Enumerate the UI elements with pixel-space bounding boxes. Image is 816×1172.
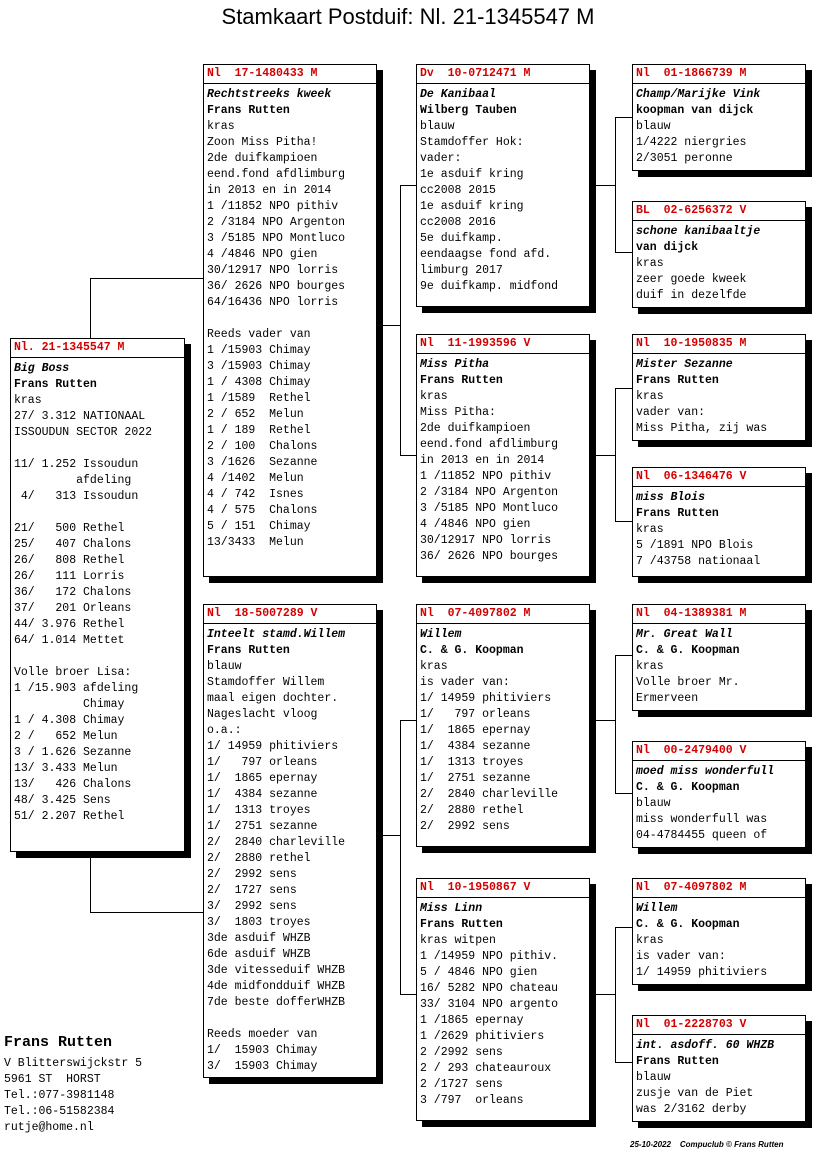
pigeon-card-fmm[interactable]: [632, 467, 806, 577]
info-line: ISSOUDUN SECTOR 2022: [14, 426, 153, 439]
info-line: 7 /43758 nationaal: [636, 555, 761, 568]
connector-line: [400, 720, 417, 721]
info-line: 2 / 100 Chalons: [207, 440, 318, 453]
breeder-name: C. & G. Koopman: [636, 918, 740, 931]
info-line: 2/ 2992 sens: [207, 868, 297, 881]
info-line: 4 / 575 Chalons: [207, 504, 318, 517]
info-line: 13/3433 Melun: [207, 536, 304, 549]
ring-number: Nl 11-1993596 V: [420, 337, 531, 350]
info-line: 04-4784455 queen of: [636, 829, 768, 842]
info-line: kras: [636, 523, 664, 536]
info-line: 1/ 14959 phitiviers: [420, 692, 552, 705]
info-line: eendaagse fond afd.: [420, 248, 552, 261]
info-line: 1 /11852 NPO pithiv: [207, 200, 339, 213]
ring-number: Dv 10-0712471 M: [420, 67, 531, 80]
card-body: [633, 898, 805, 981]
info-line: 1/ 4384 sezanne: [207, 788, 318, 801]
connector-line: [589, 185, 615, 186]
info-line: in 2013 en in 2014: [207, 184, 332, 197]
owner-name: Frans Rutten: [4, 1034, 113, 1051]
breeder-name: C. & G. Koopman: [636, 781, 740, 794]
info-line: kras: [636, 390, 664, 403]
info-line: 2de duifkampioen: [207, 152, 318, 165]
owner-email[interactable]: rutje@home.nl: [4, 1121, 94, 1134]
info-line: Volle broer Mr.: [636, 676, 740, 689]
info-line: 2/3051 peronne: [636, 152, 733, 165]
info-line: kras: [420, 390, 448, 403]
info-line: kras witpen: [420, 934, 496, 947]
owner-postcode: 5961 ST HORST: [4, 1073, 101, 1086]
pigeon-name: Inteelt stamd.Willem: [207, 628, 346, 641]
pigeon-name: schone kanibaaltje: [636, 225, 761, 238]
info-line: 11/ 1.252 Issoudun: [14, 458, 139, 471]
info-line: kras: [207, 120, 235, 133]
info-line: 27/ 3.312 NATIONAAL: [14, 410, 146, 423]
info-line: kras: [636, 257, 664, 270]
pigeon-card-fff[interactable]: [632, 64, 806, 171]
connector-line: [376, 835, 400, 836]
pigeon-name: Mr. Great Wall: [636, 628, 733, 641]
info-line: 3 /5185 NPO Montluco: [420, 502, 559, 515]
info-line: 36/ 2626 NPO bourges: [420, 550, 559, 563]
connector-line: [615, 1062, 633, 1063]
info-line: 2 /1727 sens: [420, 1078, 503, 1091]
ring-number: Nl 07-4097802 M: [636, 881, 747, 894]
connector-line: [615, 927, 616, 1062]
info-line: 1/ 4384 sezanne: [420, 740, 531, 753]
info-line: Miss Pitha:: [420, 406, 496, 419]
pigeon-card-ffm[interactable]: [632, 201, 806, 308]
info-line: 3/ 15903 Chimay: [207, 1060, 318, 1073]
info-line: 2 /2992 sens: [420, 1046, 503, 1059]
info-line: 21/ 500 Rethel: [14, 522, 125, 535]
info-line: afdeling: [14, 474, 132, 487]
info-line: 13/ 3.433 Melun: [14, 762, 118, 775]
info-line: 1 /1589 Rethel: [207, 392, 311, 405]
connector-line: [400, 185, 417, 186]
connector-line: [589, 455, 615, 456]
info-line: Ermerveen: [636, 692, 699, 705]
info-line: 5e duifkamp.: [420, 232, 503, 245]
pigeon-card-mother-father[interactable]: [416, 604, 590, 847]
info-line: 1 /15.903 afdeling: [14, 682, 139, 695]
pigeon-name: miss Blois: [636, 491, 706, 504]
pigeon-name: Mister Sezanne: [636, 358, 733, 371]
pigeon-card-mmm[interactable]: [632, 1015, 806, 1122]
info-line: blauw: [636, 120, 671, 133]
pigeon-card-mff[interactable]: [632, 604, 806, 711]
info-line: kras: [636, 934, 664, 947]
card-body: [204, 624, 376, 1075]
pigeon-card-subject[interactable]: [10, 338, 185, 852]
info-line: blauw: [207, 660, 242, 673]
connector-line: [589, 720, 615, 721]
info-line: 30/12917 NPO lorris: [420, 534, 552, 547]
info-line: 1e asduif kring: [420, 168, 524, 181]
ring-number: Nl 18-5007289 V: [207, 607, 318, 620]
card-body: [417, 624, 589, 835]
info-line: Stamdoffer Hok:: [420, 136, 524, 149]
info-line: 3/ 1803 troyes: [207, 916, 311, 929]
info-line: 48/ 3.425 Sens: [14, 794, 111, 807]
connector-line: [90, 278, 204, 279]
info-line: [14, 505, 184, 521]
info-line: 5 / 151 Chimay: [207, 520, 311, 533]
connector-line: [615, 655, 633, 656]
info-line: vader van:: [636, 406, 706, 419]
info-line: in 2013 en in 2014: [420, 454, 545, 467]
card-body: [633, 487, 805, 570]
info-line: 1/ 1313 troyes: [207, 804, 311, 817]
info-line: 1 /2629 phitiviers: [420, 1030, 545, 1043]
info-line: [207, 311, 376, 327]
info-line: 37/ 201 Orleans: [14, 602, 132, 615]
info-line: 2/ 2840 charleville: [207, 836, 346, 849]
info-line: 26/ 808 Rethel: [14, 554, 125, 567]
info-line: 3 /5185 NPO Montluco: [207, 232, 346, 245]
breeder-name: Frans Rutten: [636, 507, 719, 520]
info-line: 4/ 313 Issoudun: [14, 490, 139, 503]
breeder-name: Frans Rutten: [636, 1055, 719, 1068]
info-line: 2/ 1727 sens: [207, 884, 297, 897]
info-line: 1/ 14959 phitiviers: [207, 740, 339, 753]
info-line: 33/ 3104 NPO argento: [420, 998, 559, 1011]
info-line: [207, 1011, 376, 1027]
info-line: 2 /3184 NPO Argenton: [420, 486, 559, 499]
info-line: 2 / 652 Melun: [207, 408, 304, 421]
info-line: 2/ 2880 rethel: [207, 852, 311, 865]
pigeon-name: moed miss wonderfull: [636, 765, 775, 778]
owner-address: V Blitterswijckstr 5: [4, 1057, 143, 1070]
breeder-name: Frans Rutten: [207, 644, 290, 657]
info-line: 2 / 652 Melun: [14, 730, 118, 743]
info-line: 2/ 2880 rethel: [420, 804, 524, 817]
info-line: 1 / 189 Rethel: [207, 424, 311, 437]
info-line: 3 /797 orleans: [420, 1094, 524, 1107]
info-line: is vader van:: [636, 950, 726, 963]
breeder-name: Frans Rutten: [420, 918, 503, 931]
info-line: Stamdoffer Willem: [207, 676, 325, 689]
pigeon-name: De Kanibaal: [420, 88, 496, 101]
info-line: 1/ 2751 sezanne: [207, 820, 318, 833]
info-line: 4de midfondduif WHZB: [207, 980, 346, 993]
info-line: 1/ 1865 epernay: [207, 772, 318, 785]
info-line: [14, 649, 184, 665]
info-line: 1/ 797 orleans: [420, 708, 531, 721]
owner-phone: Tel.:077-3981148: [4, 1089, 115, 1102]
info-line: 1/4222 niergries: [636, 136, 747, 149]
pigeon-name: Willem: [420, 628, 462, 641]
info-line: Reeds vader van: [207, 328, 311, 341]
card-body: [633, 84, 805, 167]
info-line: 36/ 2626 NPO bourges: [207, 280, 346, 293]
owner-mobile: Tel.:06-51582384: [4, 1105, 115, 1118]
ring-number: BL 02-6256372 V: [636, 204, 747, 217]
card-body: [11, 358, 184, 825]
info-line: kras: [420, 660, 448, 673]
info-line: [14, 441, 184, 457]
breeder-name: Frans Rutten: [207, 104, 290, 117]
card-body: [417, 898, 589, 1109]
connector-line: [615, 655, 616, 793]
info-line: 2/ 2992 sens: [420, 820, 510, 833]
info-line: 6de asduif WHZB: [207, 948, 311, 961]
info-line: 36/ 172 Chalons: [14, 586, 132, 599]
pigeon-card-father[interactable]: [203, 64, 377, 577]
connector-line: [400, 185, 401, 455]
ring-number: Nl 07-4097802 M: [420, 607, 531, 620]
info-line: 4 /4846 NPO gien: [207, 248, 318, 261]
card-body: [633, 354, 805, 437]
breeder-name: C. & G. Koopman: [636, 644, 740, 657]
info-line: 4 /1402 Melun: [207, 472, 304, 485]
pigeon-name: Willem: [636, 902, 678, 915]
breeder-name: Wilberg Tauben: [420, 104, 517, 117]
info-line: blauw: [636, 797, 671, 810]
connector-line: [90, 278, 91, 340]
info-line: 30/12917 NPO lorris: [207, 264, 339, 277]
pigeon-card-father-father[interactable]: [416, 64, 590, 307]
info-line: Reeds moeder van: [207, 1028, 318, 1041]
pigeon-name: Rechtstreeks kweek: [207, 88, 332, 101]
info-line: cc2008 2015: [420, 184, 496, 197]
info-line: 1 /15903 Chimay: [207, 344, 311, 357]
info-line: zeer goede kweek: [636, 273, 747, 286]
info-line: zusje van de Piet: [636, 1087, 754, 1100]
info-line: vader:: [420, 152, 462, 165]
info-line: 3/ 2992 sens: [207, 900, 297, 913]
connector-line: [615, 388, 633, 389]
ring-number: Nl 17-1480433 M: [207, 67, 318, 80]
pigeon-card-mother[interactable]: [203, 604, 377, 1078]
info-line: 1/ 2751 sezanne: [420, 772, 531, 785]
info-line: 4 /4846 NPO gien: [420, 518, 531, 531]
breeder-name: Frans Rutten: [420, 374, 503, 387]
connector-line: [90, 852, 91, 912]
info-line: 1/ 15903 Chimay: [207, 1044, 318, 1057]
info-line: maal eigen dochter.: [207, 692, 339, 705]
info-line: 5 /1891 NPO Blois: [636, 539, 754, 552]
ring-number: Nl 10-1950835 M: [636, 337, 747, 350]
connector-line: [615, 117, 616, 252]
ring-number: Nl 00-2479400 V: [636, 744, 747, 757]
connector-line: [400, 455, 417, 456]
info-line: 25/ 407 Chalons: [14, 538, 132, 551]
info-line: Zoon Miss Pitha!: [207, 136, 318, 149]
ring-number: Nl 01-2228703 V: [636, 1018, 747, 1031]
ring-number: Nl. 21-1345547 M: [14, 341, 125, 354]
pigeon-name: Miss Linn: [420, 902, 483, 915]
pigeon-name: int. asdoff. 60 WHZB: [636, 1039, 775, 1052]
info-line: 1e asduif kring: [420, 200, 524, 213]
info-line: is vader van:: [420, 676, 510, 689]
card-body: [204, 84, 376, 551]
card-body: [417, 354, 589, 565]
info-line: blauw: [636, 1071, 671, 1084]
info-line: eend.fond afdlimburg: [207, 168, 346, 181]
connector-line: [615, 521, 633, 522]
info-line: limburg 2017: [420, 264, 503, 277]
card-body: [633, 624, 805, 707]
info-line: Miss Pitha, zij was: [636, 422, 768, 435]
pigeon-name: Champ/Marijke Vink: [636, 88, 761, 101]
info-line: was 2/3162 derby: [636, 1103, 747, 1116]
breeder-name: koopman van dijck: [636, 104, 754, 117]
info-line: 1 /14959 NPO pithiv.: [420, 950, 559, 963]
info-line: 9e duifkamp. midfond: [420, 280, 559, 293]
info-line: 1 / 4308 Chimay: [207, 376, 311, 389]
info-line: 64/ 1.014 Mettet: [14, 634, 125, 647]
breeder-name: C. & G. Koopman: [420, 644, 524, 657]
pigeon-name: Big Boss: [14, 362, 70, 375]
info-line: 3 /1626 Sezanne: [207, 456, 318, 469]
pigeon-card-father-mother[interactable]: [416, 334, 590, 577]
info-line: 16/ 5282 NPO chateau: [420, 982, 559, 995]
breeder-name: van dijck: [636, 241, 699, 254]
ring-number: Nl 06-1346476 V: [636, 470, 747, 483]
connector-line: [615, 117, 633, 118]
card-body: [417, 84, 589, 295]
info-line: 1/ 797 orleans: [207, 756, 318, 769]
info-line: miss wonderfull was: [636, 813, 768, 826]
info-line: 1 / 4.308 Chimay: [14, 714, 125, 727]
pigeon-card-mother-mother[interactable]: [416, 878, 590, 1121]
breeder-name: Frans Rutten: [14, 378, 97, 391]
info-line: 3de asduif WHZB: [207, 932, 311, 945]
ring-number: Nl 01-1866739 M: [636, 67, 747, 80]
card-body: [633, 221, 805, 304]
connector-line: [615, 927, 633, 928]
info-line: 5 / 4846 NPO gien: [420, 966, 538, 979]
info-line: Volle broer Lisa:: [14, 666, 132, 679]
pigeon-card-mfm[interactable]: [632, 741, 806, 848]
info-line: 7de beste dofferWHZB: [207, 996, 346, 1009]
info-line: 1/ 14959 phitiviers: [636, 966, 768, 979]
ring-number: Nl 10-1950867 V: [420, 881, 531, 894]
card-body: [633, 761, 805, 844]
info-line: 2 / 293 chateauroux: [420, 1062, 552, 1075]
info-line: 26/ 111 Lorris: [14, 570, 125, 583]
info-line: Nageslacht vloog: [207, 708, 318, 721]
info-line: 1 /11852 NPO pithiv: [420, 470, 552, 483]
page-title: Stamkaart Postduif: Nl. 21-1345547 M: [221, 4, 595, 29]
info-line: 44/ 3.976 Rethel: [14, 618, 125, 631]
connector-line: [589, 994, 615, 995]
info-line: 4 / 742 Isnes: [207, 488, 304, 501]
footer-credit: 25-10-2022 Compuclub © Frans Rutten: [630, 1140, 784, 1149]
connector-line: [400, 720, 401, 994]
connector-line: [615, 252, 633, 253]
card-body: [633, 1035, 805, 1118]
connector-line: [400, 994, 417, 995]
info-line: 13/ 426 Chalons: [14, 778, 132, 791]
info-line: 2de duifkampioen: [420, 422, 531, 435]
info-line: duif in dezelfde: [636, 289, 747, 302]
connector-line: [376, 325, 400, 326]
info-line: 3de vitesseduif WHZB: [207, 964, 346, 977]
owner-block: [4, 1034, 142, 1136]
info-line: cc2008 2016: [420, 216, 496, 229]
info-line: 1/ 1865 epernay: [420, 724, 531, 737]
info-line: 2 /3184 NPO Argenton: [207, 216, 346, 229]
info-line: kras: [636, 660, 664, 673]
connector-line: [615, 793, 633, 794]
info-line: 2/ 2840 charleville: [420, 788, 559, 801]
info-line: 64/16436 NPO lorris: [207, 296, 339, 309]
info-line: 3 /15903 Chimay: [207, 360, 311, 373]
info-line: eend.fond afdlimburg: [420, 438, 559, 451]
info-line: 3 / 1.626 Sezanne: [14, 746, 132, 759]
info-line: 1 /1865 epernay: [420, 1014, 524, 1027]
info-line: blauw: [420, 120, 455, 133]
pigeon-card-mmf[interactable]: [632, 878, 806, 985]
info-line: 51/ 2.207 Rethel: [14, 810, 125, 823]
info-line: o.a.:: [207, 724, 242, 737]
info-line: kras: [14, 394, 42, 407]
connector-line: [615, 388, 616, 521]
info-line: Chimay: [14, 698, 125, 711]
pigeon-card-fmf[interactable]: [632, 334, 806, 441]
connector-line: [90, 912, 204, 913]
breeder-name: Frans Rutten: [636, 374, 719, 387]
info-line: 1/ 1313 troyes: [420, 756, 524, 769]
ring-number: Nl 04-1389381 M: [636, 607, 747, 620]
pigeon-name: Miss Pitha: [420, 358, 490, 371]
